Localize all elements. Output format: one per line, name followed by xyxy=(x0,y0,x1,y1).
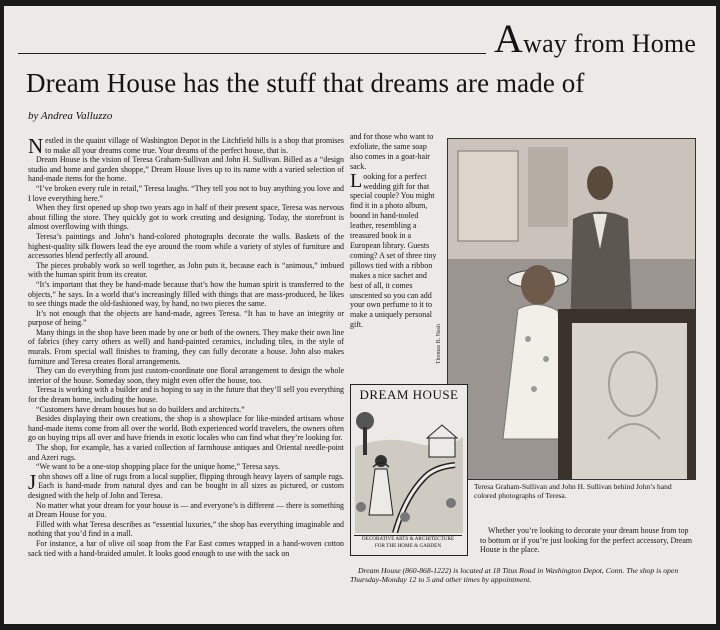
article-column-1 xyxy=(28,136,344,618)
store-info: Dream House (860-868-1222) is located at 18 Titus Road in Washington Depot, Conn. The shop is open Thursday-Monday 12 to 5 and other times by appointment. xyxy=(350,566,679,585)
section-title-initial: A xyxy=(494,16,524,61)
section-title-rest: way from Home xyxy=(523,29,697,58)
col1-paragraph-text: Many things in the shop have been made by one or both of the owners. They make their own line of fabrics (they carry others as well) and hand-painted ceramics, including tiles, in the style of murals. From special wall finishes to framing, they can fully decorate a house. John also makes furniture and Teresa creates floral arrangements. xyxy=(28,327,344,366)
photo-illustration xyxy=(448,139,695,479)
ad-title: DREAM HOUSE xyxy=(359,387,459,402)
col1-paragraph xyxy=(28,155,344,184)
col1-paragraph xyxy=(28,328,344,366)
col1-paragraph xyxy=(28,203,344,232)
col1-paragraph xyxy=(28,462,344,472)
col1-paragraph-text: It’s not enough that the objects are hand-made, agrees Teresa. “It has to have an integrity or purpose of being.” xyxy=(28,308,344,328)
col1-paragraph-text: “We want to be a one-stop shopping place for the unique home,” Teresa says. xyxy=(36,462,280,472)
col1-paragraph-text: Filled with what Teresa describes as “essential luxuries,” the shop has everything imaginable and nothing that you’d find in a mall. xyxy=(28,519,344,539)
drop-cap: N xyxy=(28,136,44,158)
col1-paragraph xyxy=(28,539,344,558)
col1-paragraph-text: “I’ve broken every rule in retail,” Teresa laughs. “They tell you not to buy anything you love and I love everything here.” xyxy=(28,183,344,203)
col1-paragraph-text: Teresa’s paintings and John’s hand-colored photographs decorate the walls. Baskets of the highest-quality silk flowers lead the eye around the room while a variety of styles of furniture and accessories blend perfectly all around. xyxy=(28,231,344,261)
col1-paragraph-text: They can do everything from just custom-coordinate one floral arrangement to design the whole interior of the house. Someday soon, they might even offer the house, too. xyxy=(28,366,344,385)
col1-paragraph-text: “It’s important that they be hand-made because that’s how the human spirit is transferred to the objects,” he says. In a world that’s increasingly filled with things that are mass-produced, he likes to see things made the old-fashioned way, by hand, no two pieces the same. xyxy=(28,279,344,309)
magazine-page xyxy=(4,6,716,624)
col1-paragraph-text: Besides displaying their own creations, the shop is a showplace for like-minded artisans whose hand-made items come from all over the world. Both experienced world travelers, the owners often go on buying trips all over and have friends in exotic locales who can find what they’re looking for. xyxy=(28,414,344,443)
col1-paragraph-text: When they first opened up shop two years ago in half of their present space, Teresa was nervous about filling the store. They quickly got to work creating and designing. Today, the storefront is almost overflowing with things. xyxy=(28,203,344,232)
col1-paragraph xyxy=(28,261,344,280)
ad-footer-right: FOR THE HOME & GARDEN xyxy=(374,542,442,549)
ad-footer xyxy=(354,535,462,552)
article-column-2 xyxy=(350,132,440,372)
col1-paragraph xyxy=(28,469,344,501)
drop-cap: L xyxy=(350,169,363,192)
col1-paragraph xyxy=(28,309,344,328)
col1-paragraph-text: No matter what your dream for your house is — and everyone’s is different — there is something at Dream House for you. xyxy=(28,500,344,520)
col1-paragraph-text: Dream House is the vision of Teresa Graham-Sullivan and John H. Sullivan. Billed as a “design studio and home and garden shoppe,” Dream House lives up to its name with a varied selection of hand-made items for the home. xyxy=(28,155,344,184)
col1-paragraph xyxy=(28,414,344,443)
col1-paragraph xyxy=(28,184,344,203)
byline: by Andrea Valluzzo xyxy=(28,110,113,122)
header-rule xyxy=(18,53,486,54)
col1-paragraph xyxy=(28,366,344,385)
ad-illustration xyxy=(355,407,463,533)
col1-paragraph xyxy=(28,405,344,415)
col1-paragraph xyxy=(28,385,344,404)
col1-paragraph-text: ohn shows off a line of rugs from a local supplier, flipping through heavy layers of sample rugs. Each is hand-made from natural dyes and can be bought in all sizes as pictured, or custom designed with the help of John and Teresa. xyxy=(28,471,344,500)
col2-paragraph xyxy=(350,169,440,331)
drop-cap: J xyxy=(28,469,37,494)
col2-paragraph-text: ooking for a perfect wedding gift for that special couple? You might find it in a photo album, bound in hand-tooled leather, resembling a treasured book in a European library. Guests coming? A set of three tiny pillows tied with a ribbon makes a nice sachet and best of all, it comes unscented so you can add your own perfume to it to make a uniquely personal gift. xyxy=(350,171,437,330)
col1-paragraph xyxy=(28,520,344,539)
closing-paragraph: Whether you’re looking to decorate your dream house from top to bottom or if you’re just looking for the perfect accessory, Dream House is the place. xyxy=(480,526,693,555)
photo-credit: Thomas B. Nash xyxy=(436,324,442,365)
col1-paragraph-text: The shop, for example, has a varied collection of farmhouse antiques and Oriental needle-point and Azeri rugs. xyxy=(28,443,344,462)
section-title xyxy=(494,16,697,61)
col1-paragraph xyxy=(28,136,344,158)
headline: Dream House has the stuff that dreams are made of xyxy=(26,68,585,98)
col1-paragraph xyxy=(28,501,344,520)
col1-paragraph xyxy=(28,232,344,261)
dream-house-ad xyxy=(350,384,468,556)
col1-paragraph-text: Teresa is working with a builder and is hoping to say in the future that they’ll sell you everything for the dream home, including the house. xyxy=(28,385,344,405)
col2-paragraph: and for those who want to exfoliate, the same soap also comes in a goat-hair sack. xyxy=(350,132,434,171)
col1-paragraph xyxy=(28,443,344,462)
col1-paragraph-text: estled in the quaint village of Washington Depot in the Litchfield hills is a shop that promises to make all your dreams come true. Your dreams of the perfect house, that is. xyxy=(45,136,344,155)
col1-paragraph xyxy=(28,280,344,309)
col1-paragraph-text: “Customers have dream houses but so do builders and architects.” xyxy=(36,404,245,414)
col1-paragraph-text: For instance, a bar of olive oil soap from the Far East comes wrapped in a hand-woven cotton sack tied with a hand-braided amulet. It looks good enough to use with the sack on xyxy=(28,538,344,558)
col1-paragraph-text: The pieces probably work so well together, as John puts it, because each is “animous,” imbued with the human spirit from its creator. xyxy=(28,260,344,280)
owners-photo xyxy=(447,138,696,480)
photo-caption: Teresa Graham-Sullivan and John H. Sullivan behind John’s hand colored photographs of Teresa. xyxy=(474,482,672,500)
ad-footer-left: DECORATIVE ARTS & ARCHITECTURE xyxy=(361,536,455,542)
